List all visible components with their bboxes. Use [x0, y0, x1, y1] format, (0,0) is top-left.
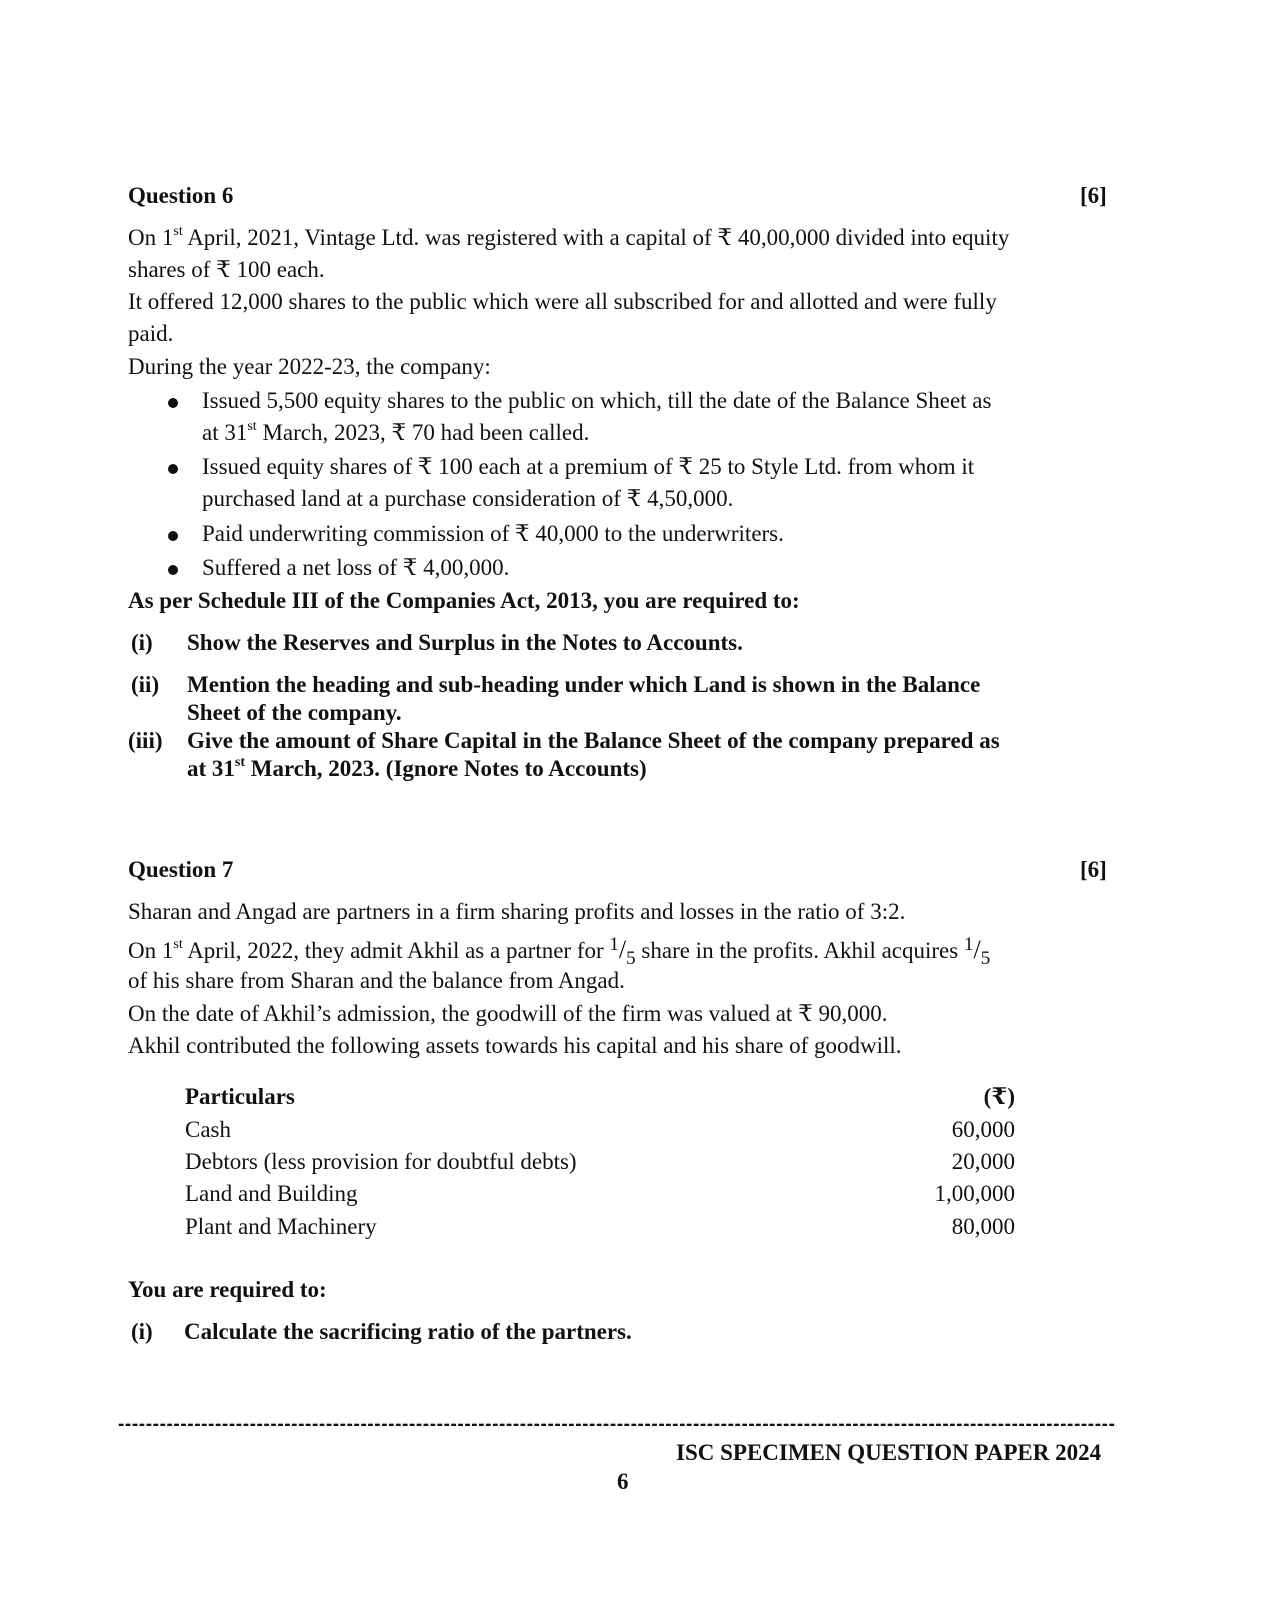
- q6-title: Question 6: [128, 183, 234, 208]
- q6-part-3: Give the amount of Share Capital in the Balance Sheet of the company prepared as: [187, 728, 1000, 753]
- q6-bullet-1-cont: at 31st March, 2023, ₹ 70 had been called.: [202, 419, 590, 445]
- table-row-particular: Cash: [185, 1117, 231, 1142]
- fraction-one-fifth: $^1/_5$: [609, 934, 636, 969]
- footer-paper-title: ISC SPECIMEN QUESTION PAPER 2024: [676, 1440, 1102, 1465]
- bullet-icon: [168, 531, 178, 541]
- q6-bullet-2-cont: purchased land at a purchase consideration of ₹ 4,50,000.: [202, 486, 734, 511]
- table-row-particular: Plant and Machinery: [185, 1214, 377, 1239]
- q6-marks: [6]: [1080, 183, 1107, 208]
- q6-bullet-1: Issued 5,500 equity shares to the public on which, till the date of the Balance Sheet as: [202, 388, 992, 413]
- q6-part-2-cont: Sheet of the company.: [187, 700, 402, 725]
- q6-part-1: Show the Reserves and Surplus in the Notes to Accounts.: [187, 630, 743, 655]
- q7-paragraph-4: On the date of Akhil’s admission, the goodwill of the firm was valued at ₹ 90,000.: [128, 1001, 888, 1026]
- q7-title: Question 7: [128, 857, 234, 882]
- table-row-amount: 1,00,000: [934, 1181, 1015, 1206]
- q7-marks: [6]: [1080, 857, 1107, 882]
- q7-part-1-number: (i): [131, 1319, 153, 1344]
- q6-bullet-4: Suffered a net loss of ₹ 4,00,000.: [202, 555, 510, 580]
- table-row-particular: Debtors (less provision for doubtful debts): [185, 1149, 577, 1174]
- table-row-particular: Land and Building: [185, 1181, 358, 1206]
- q7-required: You are required to:: [128, 1277, 327, 1302]
- bullet-icon: [168, 464, 178, 474]
- table-row-amount: 80,000: [951, 1214, 1015, 1239]
- table-row-amount: 20,000: [951, 1149, 1015, 1174]
- table-header-particulars: Particulars: [185, 1084, 295, 1109]
- q6-part-1-number: (i): [131, 630, 153, 655]
- q6-part-3-cont: at 31st March, 2023. (Ignore Notes to Accounts): [187, 755, 647, 781]
- q7-paragraph-1: Sharan and Angad are partners in a firm sharing profits and losses in the ratio of 3:2.: [128, 899, 906, 924]
- q6-paragraph-3: During the year 2022-23, the company:: [128, 354, 491, 379]
- footer-divider: ------------------------------------------------------------------------------------------------------------------------------------------------: [118, 1414, 1116, 1435]
- q7-part-1: Calculate the sacrificing ratio of the partners.: [184, 1319, 632, 1344]
- q7-paragraph-2: On 1st April, 2022, they admit Akhil as a partner for $^1/_5$ share in the profits. Akhil acquires $^1/_5$: [128, 934, 991, 969]
- table-header-amount: (₹): [983, 1084, 1015, 1109]
- bullet-icon: [168, 398, 178, 408]
- q6-part-3-number: (iii): [128, 728, 163, 753]
- q7-paragraph-5: Akhil contributed the following assets towards his capital and his share of goodwill.: [128, 1033, 902, 1058]
- q6-paragraph-1: On 1st April, 2021, Vintage Ltd. was registered with a capital of ₹ 40,00,000 divided into equity: [128, 224, 1010, 250]
- q6-bullet-3: Paid underwriting commission of ₹ 40,000 to the underwriters.: [202, 521, 784, 546]
- q6-paragraph-2: It offered 12,000 shares to the public which were all subscribed for and allotted and were fully: [128, 289, 997, 314]
- q6-paragraph-1-cont: shares of ₹ 100 each.: [128, 257, 325, 282]
- fraction-one-fifth: $^1/_5$: [963, 934, 991, 969]
- table-row-amount: 60,000: [951, 1117, 1015, 1142]
- q6-part-2: Mention the heading and sub-heading under which Land is shown in the Balance: [187, 672, 981, 697]
- page-number: 6: [617, 1469, 629, 1494]
- bullet-icon: [168, 565, 178, 575]
- q6-part-2-number: (ii): [131, 672, 160, 697]
- q6-paragraph-2-cont: paid.: [128, 321, 174, 346]
- q6-bullet-2: Issued equity shares of ₹ 100 each at a premium of ₹ 25 to Style Ltd. from whom it: [202, 454, 975, 479]
- q6-required: As per Schedule III of the Companies Act, 2013, you are required to:: [128, 588, 800, 613]
- q7-paragraph-3: of his share from Sharan and the balance from Angad.: [128, 968, 625, 993]
